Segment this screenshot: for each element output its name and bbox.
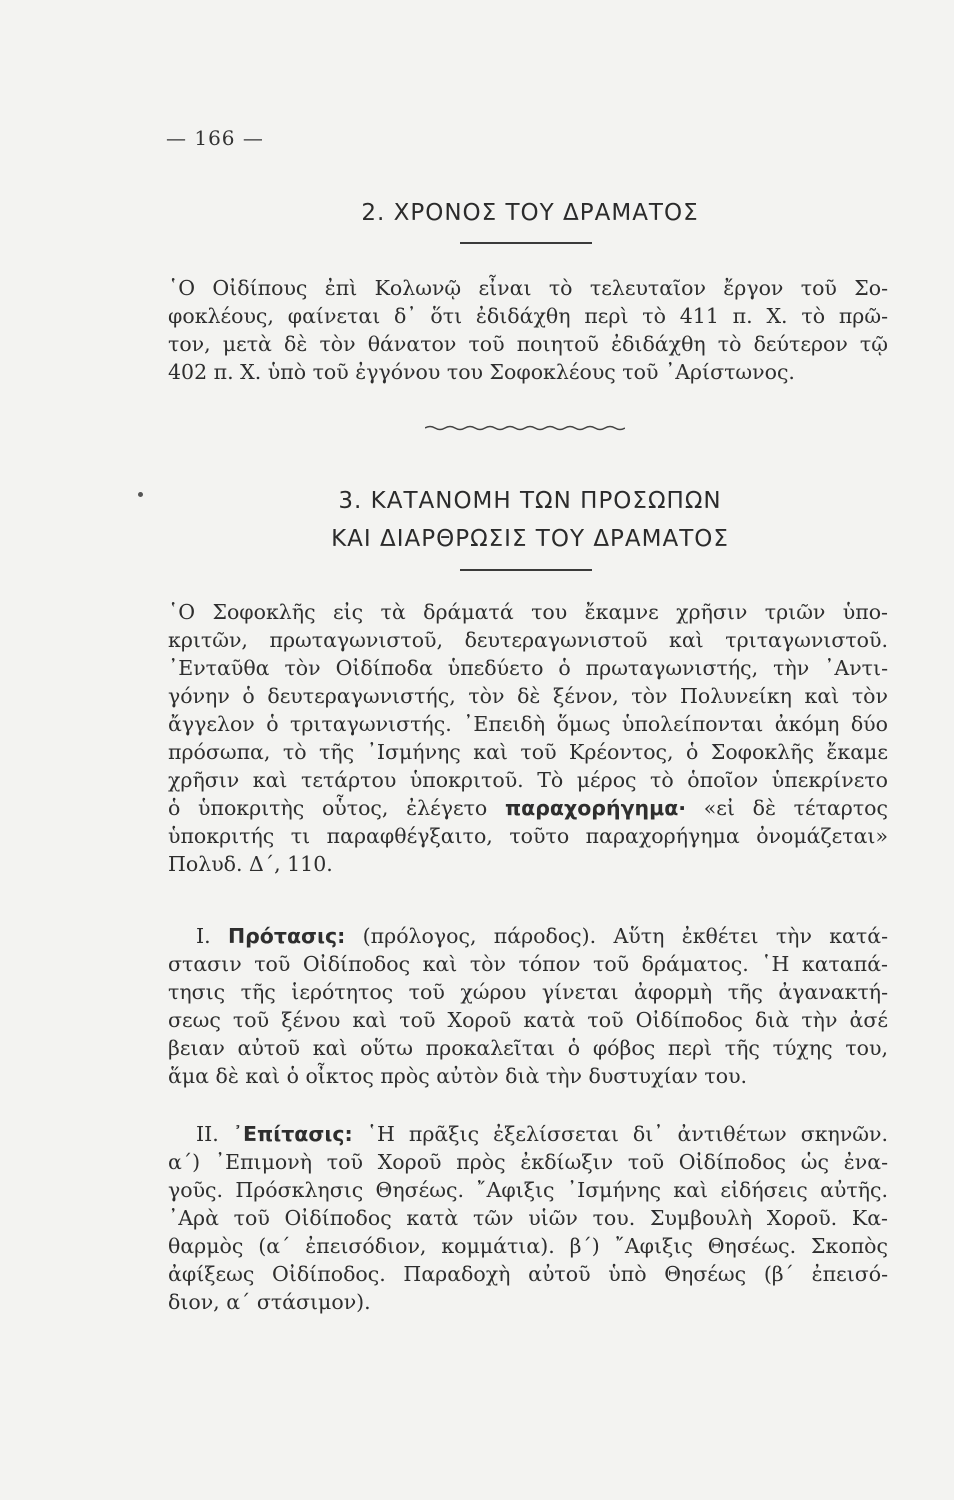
text-line: πρόσωπα, τὸ τῆς ᾿Ισμήνης καὶ τοῦ Κρέοντος, ὁ Σοφοκλῆς ἔκαμε [168, 740, 888, 764]
text-line: ῾Ο Οἰδίπους ἐπὶ Κολωνῷ εἶναι τὸ τελευταῖον ἔργον τοῦ Σο- [168, 276, 888, 300]
text-line: τον, μετὰ δὲ τὸν θάνατον τοῦ ποιητοῦ ἐδιδάχθη τὸ δεύτερον τῷ [168, 332, 888, 356]
page-number: — 166 — [166, 126, 264, 150]
part-label: Πρότασις: [227, 924, 346, 948]
text-line: ἀφίξεως Οἰδίποδος. Παραδοχὴ αὐτοῦ ὑπὸ Θησέως (β΄ ἐπεισό- [168, 1262, 888, 1286]
text-line: ᾿Ενταῦθα τὸν Οἰδίποδα ὑπεδύετο ὁ πρωταγωνιστής, τὴν ᾿Αντι- [168, 656, 888, 680]
text-line: θαρμὸς (α΄ ἐπεισόδιον, κομμάτια). β΄) ῎Αφιξις Θησέως. Σκοπὸς [168, 1234, 888, 1258]
title-underline [460, 242, 592, 244]
text-line: ἅμα δὲ καὶ ὁ οἶκτος πρὸς αὐτὸν διὰ τὴν δυστυχίαν του. [168, 1064, 748, 1088]
emphasized-term: παραχορήγημα· [504, 796, 687, 820]
line-text: (πρόλογος, πάροδος). Αὕτη ἐκθέτει τὴν κατά- [345, 924, 889, 948]
section-3-title-line-2: ΚΑΙ ΔΙΑΡΘΡΩΣΙΣ ΤΟΥ ΔΡΑΜΑΤΟΣ [331, 526, 729, 552]
part-number: II. [196, 1122, 233, 1146]
text-line [168, 794, 888, 822]
title-underline [460, 569, 592, 571]
text-line: ἄγγελον ὁ τριταγωνιστής. ᾿Επειδὴ ὅμως ὑπολείπονται ἀκόμη δύο [168, 712, 888, 736]
text-line: Πολυδ. Δ΄, 110. [168, 852, 333, 876]
text-line: α΄) ᾿Επιμονὴ τοῦ Χοροῦ πρὸς ἐκδίωξιν τοῦ Οἰδίποδος ὡς ἐνα- [168, 1150, 888, 1174]
section-3-title-line-1: 3. ΚΑΤΑΝΟΜΗ ΤΩΝ ΠΡΟΣΩΠΩΝ [338, 488, 722, 514]
text-line: φοκλέους, φαίνεται δ᾿ ὅτι ἐδιδάχθη περὶ τὸ 411 π. Χ. τὸ πρῶ- [168, 304, 888, 328]
part-number: I. [196, 924, 228, 948]
text-line: χρῆσιν καὶ τετάρτου ὑποκριτοῦ. Τὸ μέρος τὸ ὁποῖον ὑπεκρίνετο [168, 768, 888, 792]
part-2-paragraph [168, 1120, 888, 1316]
stray-mark [138, 492, 143, 497]
text-line: γόνην ὁ δευτεραγωνιστής, τὸν δὲ ξένον, τὸν Πολυνείκη καὶ τὸν [168, 684, 888, 708]
text-line: στασιν τοῦ Οἰδίποδος καὶ τὸν τόπον τοῦ δράματος. ῾Η καταπά- [168, 952, 888, 976]
text-line: βειαν αὐτοῦ καὶ οὕτω προκαλεῖται ὁ φόβος περὶ τῆς τύχης του, [168, 1036, 888, 1060]
text-line: ῾Ο Σοφοκλῆς εἰς τὰ δράματά του ἔκαμνε χρῆσιν τριῶν ὑπο- [168, 600, 888, 624]
text-line: ᾿Αρὰ τοῦ Οἰδίποδος κατὰ τῶν υἱῶν του. Συμβουλὴ Χοροῦ. Κα- [168, 1206, 888, 1230]
line-text: ὁ ὑποκριτὴς οὗτος, ἐλέγετο [168, 796, 505, 820]
text-line: σεως τοῦ ξένου καὶ τοῦ Χοροῦ κατὰ τοῦ Οἰδίποδος διὰ τὴν ἀσέ [168, 1008, 888, 1032]
text-line: κριτῶν, πρωταγωνιστοῦ, δευτεραγωνιστοῦ καὶ τριταγωνιστοῦ. [168, 628, 888, 652]
section-divider [425, 424, 625, 432]
part-1-paragraph [168, 922, 888, 1090]
text-line: γοῦς. Πρόσκλησις Θησέως. ῎Αφιξις ᾿Ισμήνης καὶ εἰδήσεις αὐτῆς. [168, 1178, 888, 1202]
text-line [168, 922, 888, 950]
text-line: τησις τῆς ἱερότητος τοῦ χώρου γίνεται ἀφορμὴ τῆς ἀγανακτή- [168, 980, 888, 1004]
text-line: 402 π. Χ. ὑπὸ τοῦ ἐγγόνου του Σοφοκλέους τοῦ ᾿Αρίστωνος. [168, 360, 795, 384]
section-2-paragraph [168, 274, 888, 386]
text-line [168, 1120, 888, 1148]
text-line: διον, α΄ στάσιμον). [168, 1290, 371, 1314]
section-3-paragraph [168, 598, 888, 878]
section-2-title: 2. ΧΡΟΝΟΣ ΤΟΥ ΔΡΑΜΑΤΟΣ [361, 200, 699, 226]
text-line: ὑποκριτής τι παραφθέγξαιτο, τοῦτο παραχορήγημα ὀνομάζεται» [168, 824, 888, 848]
line-text: «εἰ δὲ τέταρτος [686, 796, 888, 820]
part-label: ᾿Επίτασις: [232, 1122, 353, 1146]
line-text: ῾Η πρᾶξις ἐξελίσσεται δι᾿ ἀντιθέτων σκηνῶν. [352, 1122, 888, 1146]
